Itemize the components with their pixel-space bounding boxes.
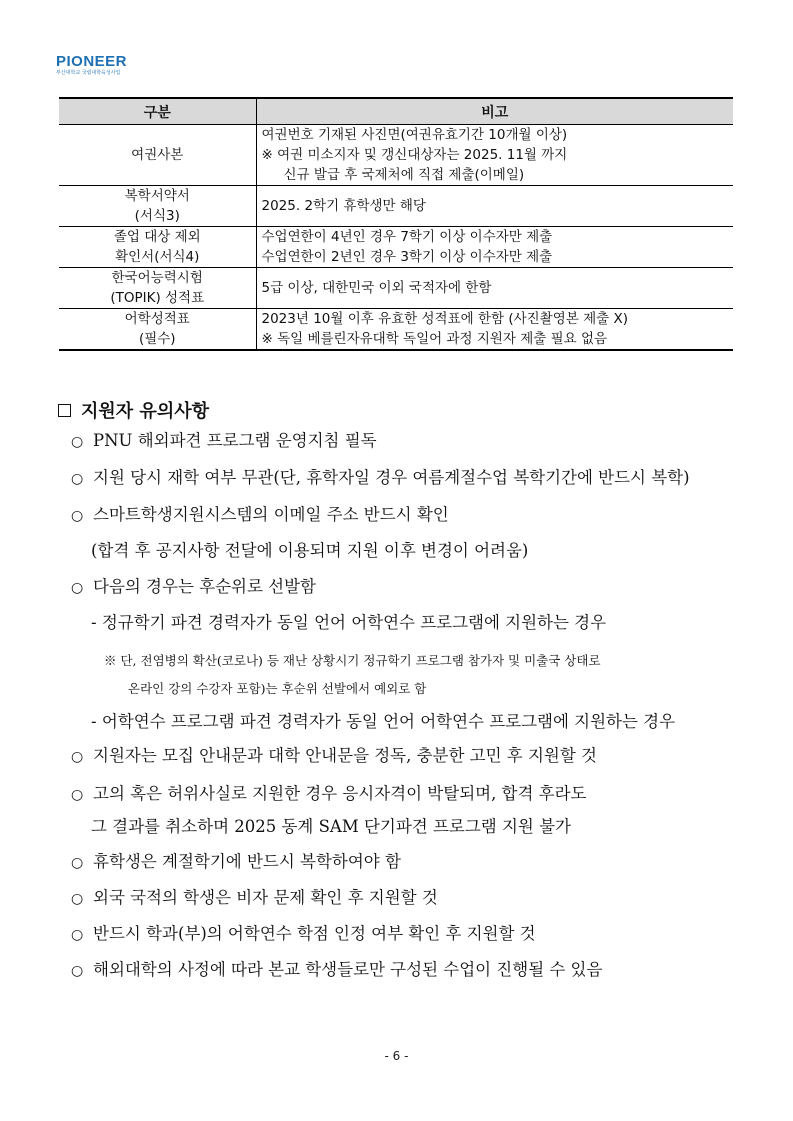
row-label [59,268,256,309]
row-note-line: ※ 여권 미소지자 및 갱신대상자는 2025. 11월 까지 [261,147,568,163]
table-row-return-pledge [59,186,733,227]
sub-item-text: - 정규학기 파견 경력자가 동일 언어 어학연수 프로그램에 지원하는 경우 [91,613,607,632]
row-label-line: 졸업 대상 제외 [113,229,201,245]
row-label-line: (필수) [138,331,176,347]
circle-bullet-icon: ○ [71,927,84,943]
list-item [71,924,536,945]
documents-table [59,97,733,351]
list-item [71,468,690,489]
list-item-text: 해외대학의 사정에 따라 본교 학생들로만 구성된 수업이 진행될 수 있음 [93,960,603,979]
row-note [256,309,733,351]
row-note-line: 신규 발급 후 국제처에 직접 제출(이메일) [283,167,525,183]
row-note-line: ※ 독일 베를린자유대학 독일어 과정 지원자 제출 필요 없음 [261,331,608,347]
row-note [256,227,733,268]
table-row-passport [59,125,733,186]
list-item-text: 그 결과를 취소하며 2025 동계 SAM 단기파견 프로그램 지원 불가 [91,817,571,836]
row-note-line: 수업연한이 2년인 경우 3학기 이상 이수자만 제출 [261,249,553,265]
row-note-line: 여권번호 기재된 사진면(여권유효기간 10개월 이상) [261,127,568,143]
logo-text: PIONEER [56,53,128,70]
header-notes: 비고 [256,98,733,125]
list-item [71,852,401,873]
table-row-graduation-exclusion [59,227,733,268]
row-label-line: 한국어능력시험 [111,270,203,286]
row-label [59,309,256,351]
circle-bullet-icon: ○ [71,749,84,765]
header-category: 구분 [59,98,256,125]
sub-item [91,613,606,633]
circle-bullet-icon: ○ [71,471,84,487]
list-item [71,888,438,909]
list-item-text: (합격 후 공지사항 전달에 이용되며 지원 이후 변경이 어려움) [91,541,529,560]
row-label [59,186,256,227]
row-label-line: 복학서약서 [124,188,190,204]
list-item [71,577,316,598]
list-item-text: 반드시 학과(부)의 어학연수 학점 인정 여부 확인 후 지원할 것 [93,924,536,943]
row-label-line: 확인서(서식4) [115,249,200,265]
circle-bullet-icon: ○ [71,434,84,450]
circle-bullet-icon: ○ [71,787,84,803]
list-item-continuation [91,817,571,837]
sub-note [104,652,601,670]
row-note-line: 수업연한이 4년인 경우 7학기 이상 이수자만 제출 [261,229,553,245]
row-note-line: 2023년 10월 이후 유효한 성적표에 한함 (사진촬영본 제출 X) [261,311,628,327]
table-row-topik [59,268,733,309]
page-number: - 6 - [384,1049,409,1063]
row-note [256,125,733,186]
list-item [71,960,602,981]
list-item [71,431,377,452]
list-item [71,746,597,767]
row-label [59,227,256,268]
circle-bullet-icon: ○ [71,963,84,979]
logo-subtitle: 부산대학교 국립대학육성사업 [56,70,121,76]
pioneer-logo [56,54,156,77]
list-item [71,784,587,805]
table-row-language-score [59,309,733,351]
sub-note-text: ※ 단, 전염병의 확산(코로나) 등 재난 상황시기 정규학기 프로그램 참가자 및 미출국 상태로 [104,653,601,668]
list-item-text: PNU 해외파견 프로그램 운영지침 필독 [93,431,377,450]
circle-bullet-icon: ○ [71,855,84,871]
circle-bullet-icon: ○ [71,891,84,907]
row-label-line: (TOPIK) 성적표 [110,290,205,306]
list-item-text: 스마트학생지원시스템의 이메일 주소 반드시 확인 [93,505,449,524]
sub-note-text: 온라인 강의 수강자 포함)는 후순위 선발에서 예외로 함 [128,681,427,696]
row-note-line: 2025. 2학기 휴학생만 해당 [261,198,426,214]
sub-item [91,712,675,732]
row-label [59,125,256,186]
row-label-line: 어학성적표 [124,311,190,327]
sub-note-continuation [128,680,426,698]
circle-bullet-icon: ○ [71,580,84,596]
list-item [71,505,449,526]
list-item-text: 외국 국적의 학생은 비자 문제 확인 후 지원할 것 [93,888,438,907]
sub-item-text: - 어학연수 프로그램 파견 경력자가 동일 언어 어학연수 프로그램에 지원하는 경우 [91,712,676,731]
row-note [256,186,733,227]
list-item-text: 휴학생은 계절학기에 반드시 복학하여야 함 [93,852,401,871]
checkbox-square-icon [58,404,71,417]
section-heading [58,397,209,423]
list-item-text: 지원 당시 재학 여부 무관(단, 휴학자일 경우 여름계절수업 복학기간에 반드시 복학) [93,468,690,487]
row-note-line: 5급 이상, 대한민국 이외 국적자에 한함 [261,280,492,296]
row-label-line: (서식3) [134,208,180,224]
row-note [256,268,733,309]
section-title: 지원자 유의사항 [81,401,209,422]
list-item-continuation [91,541,528,561]
list-item-text: 지원자는 모집 안내문과 대학 안내문을 정독, 충분한 고민 후 지원할 것 [93,746,597,765]
row-label-line: 여권사본 [131,147,184,163]
circle-bullet-icon: ○ [71,508,84,524]
list-item-text: 다음의 경우는 후순위로 선발함 [93,577,316,596]
table-header-row [59,98,733,125]
list-item-text: 고의 혹은 허위사실로 지원한 경우 응시자격이 박탈되며, 합격 후라도 [93,784,587,803]
